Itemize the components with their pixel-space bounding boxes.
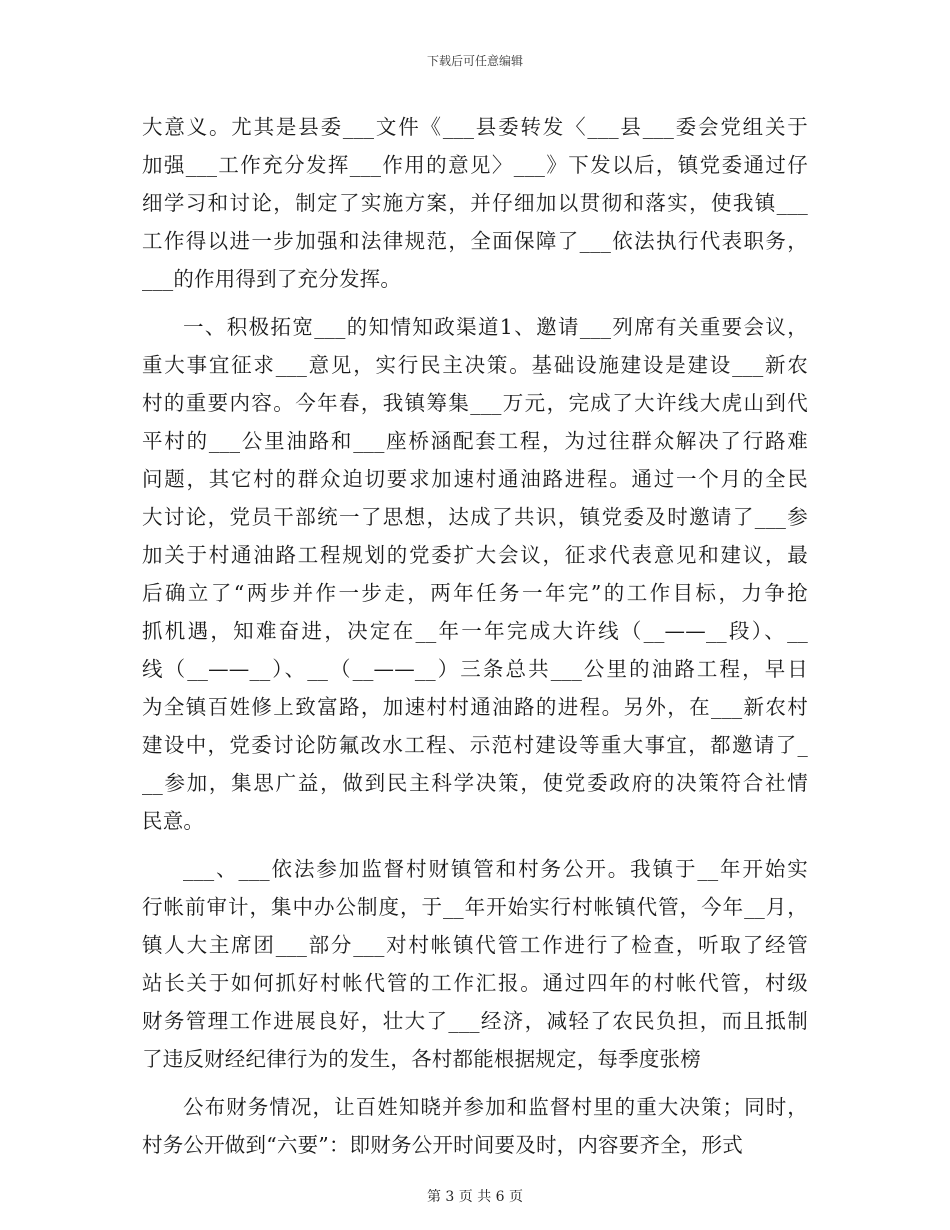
text-line: 站长关于如何抓好村帐代管的工作汇报。通过四年的村帐代管，村级 [142,971,808,995]
text-line: 行帐前审计，集中办公制度，于__年开始实行村帐镇代管，今年__月， [142,895,808,919]
text-line: 后确立了“两步并作一步走，两年任务一年完”的工作目标，力争抢 [142,581,808,605]
text-line: __参加，集思广益，做到民主科学决策，使党委政府的决策符合社情 [142,771,808,795]
text-line: 加关于村通油路工程规划的党委扩大会议，征求代表意见和建议，最 [142,543,808,567]
text-line: 建设中，党委讨论防氟改水工程、示范村建设等重大事宜，都邀请了_ [142,733,808,757]
text-line: 大讨论，党员干部统一了思想，达成了共识，镇党委及时邀请了___参 [142,505,808,529]
page-footer: 第 3 页 共 6 页 [426,1189,524,1205]
text-line: 镇人大主席团___部分___对村帐镇代管工作进行了检查，听取了经管 [142,933,808,957]
text-line: 村务公开做到“六要”：即财务公开时间要及时，内容要齐全，形式 [142,1133,743,1157]
text-line: 民意。 [142,809,205,833]
text-line: 了违反财经纪律行为的发生，各村都能根据规定，每季度张榜 [142,1047,701,1071]
text-line: 一、积极拓宽___的知情知政渠道1、邀请___列席有关重要会议， [183,315,808,339]
document-body [142,108,808,1164]
text-line: 财务管理工作进展良好，壮大了___经济，减轻了农民负担，而且抵制 [142,1009,808,1033]
text-line: 加强___工作充分发挥___作用的意见〉___》下发以后，镇党委通过仔 [142,153,808,177]
text-line: 村的重要内容。今年春，我镇筹集___万元，完成了大许线大虎山到代 [142,391,808,415]
text-line: 细学习和讨论，制定了实施方案，并仔细加以贯彻和落实，使我镇___ [142,191,808,215]
paragraph [142,850,808,1078]
page-header: 下载后可任意编辑 [426,54,523,68]
text-line: ___、___依法参加监督村财镇管和村务公开。我镇于__年开始实 [183,857,808,881]
text-line: 抓机遇，知难奋进，决定在__年一年完成大许线（__——__段）、__ [142,619,808,643]
text-line: 大意义。尤其是县委___文件《___县委转发〈___县___委会党组关于 [142,115,808,139]
text-line: 重大事宜征求___意见，实行民主决策。基础设施建设是建设___新农 [142,353,808,377]
text-line: 问题，其它村的群众迫切要求加速村通油路进程。通过一个月的全民 [142,467,808,491]
text-line: 平村的___公里油路和___座桥涵配套工程，为过往群众解决了行路难 [142,429,808,453]
text-line: 线（__——__）、__（__——__）三条总共___公里的油路工程，早日 [142,657,808,681]
paragraph [142,1088,808,1164]
paragraph-gap [142,1078,808,1088]
paragraph [142,108,808,298]
paragraph-gap [142,298,808,308]
paragraph-gap [142,840,808,850]
text-line: 工作得以进一步加强和法律规范，全面保障了___依法执行代表职务， [142,229,808,253]
text-line: ___的作用得到了充分发挥。 [142,267,402,291]
text-line: 为全镇百姓修上致富路，加速村村通油路的进程。另外，在___新农村 [142,695,808,719]
text-line: 公布财务情况，让百姓知晓并参加和监督村里的重大决策；同时， [183,1095,808,1119]
paragraph [142,308,808,840]
